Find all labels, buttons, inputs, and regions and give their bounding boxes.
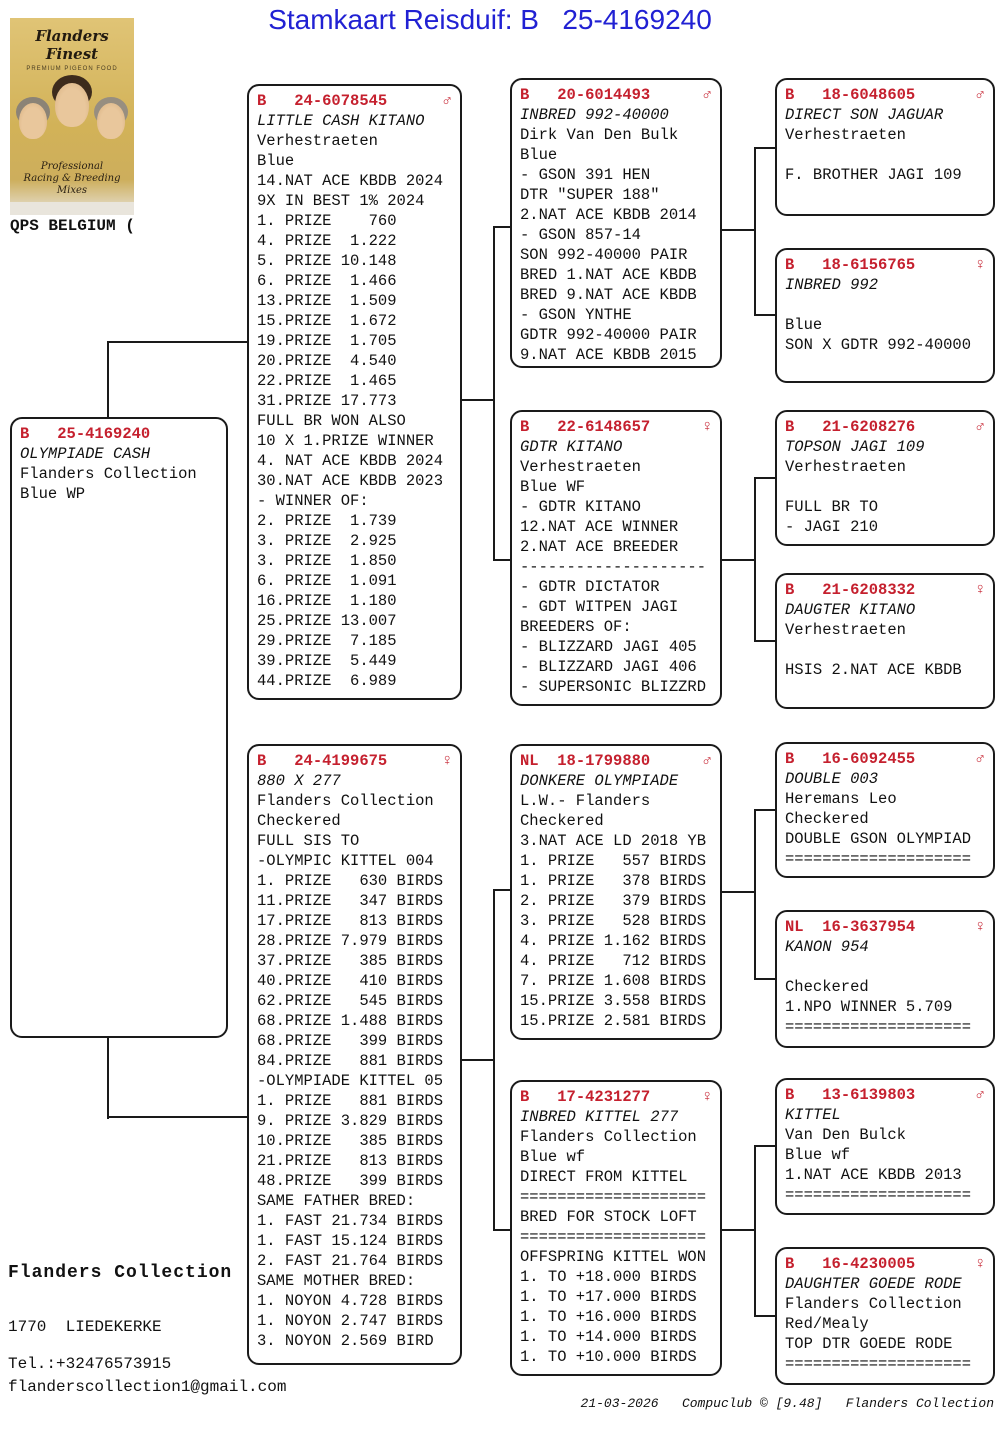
box-line: 20.PRIZE 4.540 — [257, 352, 397, 370]
box-line: 1. TO +17.000 BIRDS — [520, 1288, 697, 1306]
country-code: NL — [520, 752, 558, 770]
box-line: GDTR 992-40000 PAIR — [520, 326, 697, 344]
box-line: 1. TO +14.000 BIRDS — [520, 1328, 697, 1346]
pedigree-box-gen4-1[interactable] — [775, 78, 995, 216]
box-line: 1. FAST 21.734 BIRDS — [257, 1212, 444, 1230]
box-line: 1. PRIZE 378 BIRDS — [520, 872, 707, 890]
box-line — [785, 145, 985, 165]
box-line: 9. PRIZE 3.829 BIRDS — [257, 1112, 444, 1130]
box-line: FULL BR WON ALSO — [257, 412, 406, 430]
box-line: - WINNER OF: — [257, 492, 369, 510]
ring-header — [785, 580, 985, 600]
country-code: B — [20, 425, 58, 443]
box-line: 16.PRIZE 1.180 — [257, 592, 397, 610]
logo-face — [55, 83, 89, 127]
logo-face — [97, 103, 125, 139]
box-line: Blue wf — [520, 1148, 586, 1166]
logo-brand-text: Flanders Finest — [35, 27, 109, 63]
box-line: Blue — [520, 146, 558, 164]
box-line: -------------------- — [520, 558, 707, 576]
box-line: BRED 9.NAT ACE KBDB — [520, 286, 697, 304]
box-line: - BLIZZARD JAGI 406 — [520, 658, 697, 676]
box-line: Verhestraeten — [785, 126, 906, 144]
logo-bottom-band — [10, 202, 134, 215]
ring-header — [257, 91, 452, 111]
country-code: NL — [785, 918, 823, 936]
box-line: - SUPERSONIC BLIZZRD — [520, 678, 707, 696]
country-code: B — [257, 92, 295, 110]
box-line: Checkered — [785, 978, 869, 996]
ring-number: 16-4230005 — [822, 1255, 916, 1273]
pedigree-box-gen3-sire-dam[interactable] — [510, 410, 722, 706]
box-line: ==================== — [785, 1355, 972, 1373]
pedigree-box-gen3-dam-sire[interactable] — [510, 744, 722, 1040]
box-line — [785, 295, 985, 315]
box-line: 15.PRIZE 2.581 BIRDS — [520, 1012, 707, 1030]
box-line: Blue — [257, 152, 295, 170]
box-line: 1.NPO WINNER 5.709 — [785, 998, 953, 1016]
pigeon-name: DIRECT SON JAGUAR — [785, 106, 944, 124]
box-line: 9X IN BEST 1% 2024 — [257, 192, 425, 210]
box-line — [785, 957, 985, 977]
connector-line — [754, 809, 775, 811]
connector-line — [754, 1315, 775, 1317]
box-line: - GDT WITPEN JAGI — [520, 598, 679, 616]
box-line: - GSON YNTHE — [520, 306, 632, 324]
connector-line — [722, 559, 755, 561]
female-icon: ♀ — [975, 581, 985, 599]
pedigree-box-gen3-sire-sire[interactable] — [510, 78, 722, 368]
box-line: 37.PRIZE 385 BIRDS — [257, 952, 444, 970]
box-line: DOUBLE GSON OLYMPIAD — [785, 830, 972, 848]
ring-number: 18-6048605 — [822, 86, 916, 104]
contact-city: 1770 LIEDEKERKE — [8, 1318, 162, 1336]
box-line: Van Den Bulck — [785, 1126, 906, 1144]
ring-header — [785, 417, 985, 437]
box-line: 6. PRIZE 1.466 — [257, 272, 397, 290]
male-icon: ♂ — [442, 92, 452, 110]
box-line: 15.PRIZE 1.672 — [257, 312, 397, 330]
box-line: SAME FATHER BRED: — [257, 1192, 416, 1210]
ring-header — [520, 1087, 712, 1107]
box-line: 68.PRIZE 1.488 BIRDS — [257, 1012, 444, 1030]
female-icon: ♀ — [975, 1255, 985, 1273]
connector-line — [754, 1146, 756, 1316]
logo-script-line1: Professional — [40, 161, 104, 172]
box-line: 30.NAT ACE KBDB 2023 — [257, 472, 444, 490]
country-code: B — [520, 418, 558, 436]
ring-header — [785, 255, 985, 275]
ring-number: 21-6208276 — [822, 418, 916, 436]
box-line: 7. PRIZE 1.608 BIRDS — [520, 972, 707, 990]
box-line: SON X GDTR 992-40000 — [785, 336, 972, 354]
ring-header — [785, 917, 985, 937]
box-line: 39.PRIZE 5.449 — [257, 652, 397, 670]
box-line: Blue wf — [785, 1146, 851, 1164]
box-line: Verhestraeten — [785, 621, 906, 639]
country-code: B — [520, 1088, 558, 1106]
box-line: 6. PRIZE 1.091 — [257, 572, 397, 590]
box-line: 4. NAT ACE KBDB 2024 — [257, 452, 444, 470]
box-line: Blue — [785, 316, 823, 334]
pigeon-name: KANON 954 — [785, 938, 869, 956]
ring-header — [520, 751, 712, 771]
country-code: B — [785, 750, 823, 768]
box-line: Checkered — [785, 810, 869, 828]
male-icon: ♂ — [702, 752, 712, 770]
ring-number: 13-6139803 — [822, 1086, 916, 1104]
pedigree-box-gen2-sire[interactable] — [247, 84, 462, 700]
connector-line — [754, 640, 775, 642]
connector-line — [107, 342, 109, 417]
box-line: Flanders Collection — [20, 465, 197, 483]
box-line: 2. PRIZE 379 BIRDS — [520, 892, 707, 910]
box-line: - GSON 391 HEN — [520, 166, 651, 184]
box-line: 3. PRIZE 2.925 — [257, 532, 397, 550]
ring-number: 25-4169240 — [57, 425, 151, 443]
box-line: -OLYMPIC KITTEL 004 — [257, 852, 434, 870]
connector-line — [754, 314, 775, 316]
logo-script-line2: Racing & Breeding Mixes — [23, 173, 121, 196]
box-line: 10 X 1.PRIZE WINNER — [257, 432, 434, 450]
box-line: Flanders Collection — [520, 1128, 697, 1146]
box-line: 48.PRIZE 399 BIRDS — [257, 1172, 444, 1190]
brand-logo — [10, 18, 134, 215]
box-line: OFFSPRING KITTEL WON — [520, 1248, 707, 1266]
connector-line — [722, 229, 755, 231]
logo-tagline: PREMIUM PIGEON FOOD — [26, 66, 118, 72]
box-line: ==================== — [785, 1018, 972, 1036]
ring-number: 18-1799880 — [557, 752, 651, 770]
pedigree-box-gen4-6[interactable] — [775, 910, 995, 1048]
box-line: ==================== — [520, 1188, 707, 1206]
connector-line — [754, 978, 775, 980]
connector-line — [493, 226, 510, 228]
logo-caption: QPS BELGIUM ( — [10, 217, 135, 235]
ring-number: 24-4199675 — [294, 752, 388, 770]
box-line: Verhestraeten — [785, 458, 906, 476]
country-code: B — [785, 581, 823, 599]
box-line: 40.PRIZE 410 BIRDS — [257, 972, 444, 990]
box-line: 2. FAST 21.764 BIRDS — [257, 1252, 444, 1270]
box-line — [785, 640, 985, 660]
connector-line — [493, 889, 510, 891]
connector-line — [493, 890, 495, 1230]
connector-line — [107, 341, 247, 343]
box-line: 10.PRIZE 385 BIRDS — [257, 1132, 444, 1150]
male-icon: ♂ — [975, 418, 985, 436]
box-line: 11.PRIZE 347 BIRDS — [257, 892, 444, 910]
ring-number: 21-6208332 — [822, 581, 916, 599]
country-code: B — [785, 86, 823, 104]
box-line: 1. FAST 15.124 BIRDS — [257, 1232, 444, 1250]
box-line: 1. TO +16.000 BIRDS — [520, 1308, 697, 1326]
box-line: Verhestraeten — [257, 132, 378, 150]
box-line: Verhestraeten — [520, 458, 641, 476]
box-line: 1. TO +10.000 BIRDS — [520, 1348, 697, 1366]
ring-number: 16-6092455 — [822, 750, 916, 768]
male-icon: ♂ — [975, 86, 985, 104]
box-line: 22.PRIZE 1.465 — [257, 372, 397, 390]
box-line: Blue WF — [520, 478, 586, 496]
box-line: 5. PRIZE 10.148 — [257, 252, 397, 270]
box-line: 4. PRIZE 712 BIRDS — [520, 952, 707, 970]
box-line: ==================== — [520, 1228, 707, 1246]
logo-photo — [10, 73, 134, 173]
ring-number: 17-4231277 — [557, 1088, 651, 1106]
pigeon-name: DAUGTER KITANO — [785, 601, 916, 619]
box-line: 3. PRIZE 1.850 — [257, 552, 397, 570]
pedigree-box-gen4-2[interactable] — [775, 248, 995, 383]
pigeon-name: OLYMPIADE CASH — [20, 445, 151, 463]
connector-line — [754, 147, 775, 149]
box-line: BREEDERS OF: — [520, 618, 632, 636]
box-line: 1. NOYON 2.747 BIRDS — [257, 1312, 444, 1330]
connector-line — [493, 227, 495, 560]
box-line: FULL BR TO — [785, 498, 879, 516]
pigeon-name: TOPSON JAGI 109 — [785, 438, 925, 456]
connector-line — [493, 1229, 510, 1231]
box-line: 21.PRIZE 813 BIRDS — [257, 1152, 444, 1170]
ring-header — [520, 417, 712, 437]
box-line: TOP DTR GOEDE RODE — [785, 1335, 953, 1353]
box-line: ==================== — [785, 1186, 972, 1204]
connector-line — [493, 559, 510, 561]
country-code: B — [785, 256, 823, 274]
box-line: 3. PRIZE 528 BIRDS — [520, 912, 707, 930]
box-line: 25.PRIZE 13.007 — [257, 612, 397, 630]
pigeon-name: INBRED KITTEL 277 — [520, 1108, 679, 1126]
country-code: B — [520, 86, 558, 104]
pedigree-box-gen3-dam-dam[interactable] — [510, 1080, 722, 1376]
box-line: - GDTR DICTATOR — [520, 578, 660, 596]
box-line: 9.NAT ACE KBDB 2015 — [520, 346, 697, 364]
box-line — [785, 477, 985, 497]
connector-line — [754, 810, 756, 979]
male-icon: ♂ — [975, 1086, 985, 1104]
ring-number: 22-6148657 — [557, 418, 651, 436]
logo-script-text — [10, 161, 134, 197]
ring-header — [20, 424, 218, 444]
pedigree-box-subject[interactable] — [10, 417, 228, 1038]
connector-line — [722, 1229, 755, 1231]
contact-phone: Tel.:+32476573915 — [8, 1355, 172, 1373]
box-line: 17.PRIZE 813 BIRDS — [257, 912, 444, 930]
male-icon: ♂ — [975, 750, 985, 768]
box-line: 1. TO +18.000 BIRDS — [520, 1268, 697, 1286]
box-line: 14.NAT ACE KBDB 2024 — [257, 172, 444, 190]
box-line: SAME MOTHER BRED: — [257, 1272, 416, 1290]
box-line: 31.PRIZE 17.773 — [257, 392, 397, 410]
box-line: 29.PRIZE 7.185 — [257, 632, 397, 650]
connector-line — [754, 477, 775, 479]
footer-credit: 21-03-2026 Compuclub © [9.48] Flanders Collection — [580, 1396, 994, 1411]
box-line: 13.PRIZE 1.509 — [257, 292, 397, 310]
pigeon-name: KITTEL — [785, 1106, 841, 1124]
ring-header — [785, 85, 985, 105]
ring-number: 16-3637954 — [822, 918, 916, 936]
pigeon-name: INBRED 992-40000 — [520, 106, 669, 124]
country-code: B — [257, 752, 295, 770]
pedigree-box-gen2-dam[interactable] — [247, 744, 462, 1365]
contact-name: Flanders Collection — [8, 1263, 233, 1283]
box-line: - GSON 857-14 — [520, 226, 641, 244]
female-icon: ♀ — [442, 752, 452, 770]
contact-email: flanderscollection1@gmail.com — [8, 1378, 287, 1396]
connector-line — [722, 891, 755, 893]
box-line: 4. PRIZE 1.162 BIRDS — [520, 932, 707, 950]
box-line: Red/Mealy — [785, 1315, 869, 1333]
box-line: Flanders Collection — [785, 1295, 962, 1313]
box-line: 84.PRIZE 881 BIRDS — [257, 1052, 444, 1070]
pigeon-name: LITTLE CASH KITANO — [257, 112, 425, 130]
box-line: 12.NAT ACE WINNER — [520, 518, 679, 536]
page-title: Stamkaart Reisduif: B 25-4169240 — [268, 4, 712, 35]
box-line: ==================== — [785, 850, 972, 868]
ring-number: 18-6156765 — [822, 256, 916, 274]
box-line: 19.PRIZE 1.705 — [257, 332, 397, 350]
box-line: 1.NAT ACE KBDB 2013 — [785, 1166, 962, 1184]
box-line: -OLYMPIADE KITTEL 05 — [257, 1072, 444, 1090]
box-line: 3.NAT ACE LD 2018 YB — [520, 832, 707, 850]
male-icon: ♂ — [702, 86, 712, 104]
box-line: DTR "SUPER 188" — [520, 186, 660, 204]
box-line: Flanders Collection — [257, 792, 434, 810]
pigeon-name: DAUGHTER GOEDE RODE — [785, 1275, 962, 1293]
connector-line — [462, 1059, 494, 1061]
box-line: - BLIZZARD JAGI 405 — [520, 638, 697, 656]
pigeon-name: GDTR KITANO — [520, 438, 623, 456]
box-line: - JAGI 210 — [785, 518, 879, 536]
pigeon-name: INBRED 992 — [785, 276, 879, 294]
connector-line — [754, 148, 756, 315]
connector-line — [754, 478, 756, 641]
box-line: SON 992-40000 PAIR — [520, 246, 688, 264]
ring-number: 24-6078545 — [294, 92, 388, 110]
country-code: B — [785, 1255, 823, 1273]
box-line: Blue WP — [20, 485, 86, 503]
box-line: 2. PRIZE 1.739 — [257, 512, 397, 530]
country-code: B — [785, 418, 823, 436]
box-line: 4. PRIZE 1.222 — [257, 232, 397, 250]
connector-line — [107, 1116, 247, 1118]
pedigree-box-gen4-5[interactable] — [775, 742, 995, 878]
pigeon-name: DOUBLE 003 — [785, 770, 879, 788]
ring-header — [785, 1085, 985, 1105]
box-line: - GDTR KITANO — [520, 498, 641, 516]
ring-header — [785, 749, 985, 769]
female-icon: ♀ — [975, 918, 985, 936]
box-line: FULL SIS TO — [257, 832, 360, 850]
ring-header — [520, 85, 712, 105]
box-line: 1. PRIZE 557 BIRDS — [520, 852, 707, 870]
box-line: Checkered — [257, 812, 341, 830]
box-line: 2.NAT ACE KBDB 2014 — [520, 206, 697, 224]
ring-number: 20-6014493 — [557, 86, 651, 104]
ring-header — [785, 1254, 985, 1274]
box-line: 2.NAT ACE BREEDER — [520, 538, 679, 556]
box-line: 3. NOYON 2.569 BIRD — [257, 1332, 434, 1350]
pedigree-box-gen4-4[interactable] — [775, 573, 995, 709]
box-line: Heremans Leo — [785, 790, 897, 808]
female-icon: ♀ — [702, 418, 712, 436]
box-line: F. BROTHER JAGI 109 — [785, 166, 962, 184]
pedigree-box-gen4-3[interactable] — [775, 410, 995, 546]
pigeon-name: 880 X 277 — [257, 772, 341, 790]
box-line: Checkered — [520, 812, 604, 830]
box-line: 15.PRIZE 3.558 BIRDS — [520, 992, 707, 1010]
box-line: BRED FOR STOCK LOFT — [520, 1208, 697, 1226]
box-line: 62.PRIZE 545 BIRDS — [257, 992, 444, 1010]
box-line: 1. PRIZE 881 BIRDS — [257, 1092, 444, 1110]
pedigree-box-gen4-7[interactable] — [775, 1078, 995, 1215]
box-line: L.W.- Flanders — [520, 792, 651, 810]
box-line: 28.PRIZE 7.979 BIRDS — [257, 932, 444, 950]
connector-line — [462, 399, 494, 401]
connector-line — [107, 1038, 109, 1119]
country-code: B — [785, 1086, 823, 1104]
pedigree-box-gen4-8[interactable] — [775, 1247, 995, 1385]
logo-face — [19, 103, 47, 139]
female-icon: ♀ — [975, 256, 985, 274]
box-line: 68.PRIZE 399 BIRDS — [257, 1032, 444, 1050]
ring-header — [257, 751, 452, 771]
box-line: DIRECT FROM KITTEL — [520, 1168, 688, 1186]
female-icon: ♀ — [702, 1088, 712, 1106]
box-line: BRED 1.NAT ACE KBDB — [520, 266, 697, 284]
box-line: Dirk Van Den Bulk — [520, 126, 679, 144]
box-line: 1. PRIZE 760 — [257, 212, 397, 230]
box-line: HSIS 2.NAT ACE KBDB — [785, 661, 962, 679]
box-line: 44.PRIZE 6.989 — [257, 672, 397, 690]
box-line: 1. NOYON 4.728 BIRDS — [257, 1292, 444, 1310]
connector-line — [754, 1145, 775, 1147]
pigeon-name: DONKERE OLYMPIADE — [520, 772, 679, 790]
box-line: 1. PRIZE 630 BIRDS — [257, 872, 444, 890]
